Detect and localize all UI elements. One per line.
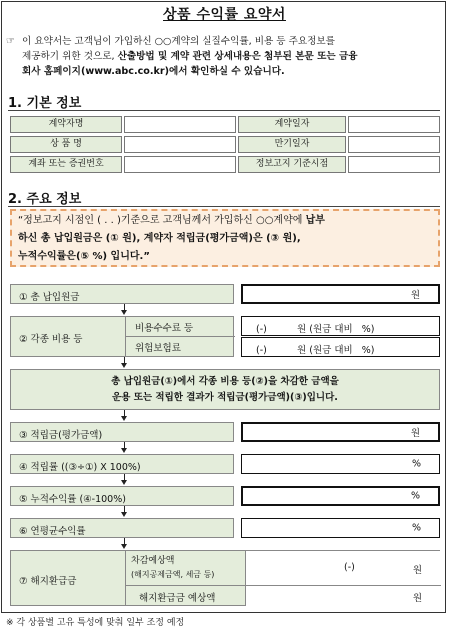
row7-sub2-value-box[interactable] xyxy=(246,586,440,606)
row7-sub1-value-box[interactable] xyxy=(246,551,440,585)
page-title: 상품 수익률 요약서 xyxy=(163,7,286,23)
section2-divider xyxy=(8,206,440,207)
intro-line-3: 회사 홈페이지(www.abc.co.kr)에서 확인하실 수 있습니다. xyxy=(22,66,285,77)
row2-label: ② 각종 비용 등 xyxy=(19,334,83,345)
row7-label: ⑦ 해지환급금 xyxy=(19,576,77,587)
row5-label-box xyxy=(10,486,234,506)
field-reference-date[interactable] xyxy=(348,156,440,173)
quote-line-2: 하신 총 납입원금은 (① 원), 계약자 적립금(평가금액)은 (③ 원), xyxy=(18,233,301,244)
row4-value-box[interactable] xyxy=(241,454,440,474)
intro-line-1: 이 요약서는 고객님이 가입하신 ○○계약의 실질수익률, 비용 등 주요정보를 xyxy=(22,36,335,47)
arrow-down-icon xyxy=(121,544,127,549)
section1-divider xyxy=(8,110,440,111)
row7-sub1-value: (-) xyxy=(344,562,355,573)
row6-label: ⑥ 연평균수익률 xyxy=(19,526,86,537)
note-line-2: 운용 또는 적립한 결과가 적립금(평가금액)(③)입니다. xyxy=(112,392,338,403)
row1-label-box xyxy=(10,284,234,304)
row2-sub2-value-box[interactable] xyxy=(241,337,440,357)
row7-divider xyxy=(125,550,126,606)
intro-text xyxy=(6,34,438,79)
row7-sub1-unit: 원 xyxy=(412,565,422,576)
row2-label-box xyxy=(10,316,234,357)
field-contract-date[interactable] xyxy=(348,116,440,133)
section2-heading: 2. 주요 정보 xyxy=(8,192,82,207)
row6-unit: % xyxy=(411,522,421,534)
label-product-name: 상 품 명 xyxy=(10,136,122,153)
arrow-down-icon xyxy=(121,310,127,315)
row2-sub1-label: 비용수수료 등 xyxy=(135,323,194,334)
field-product-name[interactable] xyxy=(124,136,236,153)
row4-label: ④ 적립률 ((③÷①) X 100%) xyxy=(19,462,141,473)
row5-label: ⑤ 누적수익률 (④-100%) xyxy=(19,494,126,505)
pointer-icon: ☞ xyxy=(6,36,15,47)
arrow-down-icon xyxy=(121,363,127,368)
row2-sub2-label: 위험보험료 xyxy=(135,343,181,354)
row5-unit: % xyxy=(410,490,420,502)
label-account-number: 계좌 또는 증권번호 xyxy=(10,156,122,173)
row4-unit: % xyxy=(411,458,421,470)
field-maturity-date[interactable] xyxy=(348,136,440,153)
arrow-down-icon xyxy=(121,416,127,421)
row1-unit: 원 xyxy=(410,290,420,301)
row4-label-box xyxy=(10,454,234,474)
basic-info-table xyxy=(10,116,440,174)
row2-sub2-value: (-) 원 (원금 대비 %) xyxy=(256,345,375,356)
footer-note: ※ 각 상품별 고유 특성에 맞춰 일부 조정 예정 xyxy=(6,618,185,628)
label-contract-date: 계약일자 xyxy=(238,116,346,133)
row7-sub2-unit: 원 xyxy=(412,593,422,604)
row2-sub1-value: (-) 원 (원금 대비 %) xyxy=(256,324,375,335)
intro-line-2: 제공하기 위한 것으로, 산출방법 및 계약 관련 상세내용은 첨부된 본문 또는 금융 xyxy=(22,51,358,62)
row7-box xyxy=(10,550,440,606)
field-contractor[interactable] xyxy=(124,116,236,133)
row3-label: ③ 적립금(평가금액) xyxy=(19,430,103,441)
row1-value-box[interactable] xyxy=(241,284,440,304)
label-contractor: 계약자명 xyxy=(10,116,122,133)
arrow-down-icon xyxy=(121,512,127,517)
note-line-1: 총 납입원금(①)에서 각종 비용 등(②)을 차감한 금액을 xyxy=(111,376,339,387)
label-reference-date: 정보고지 기준시점 xyxy=(238,156,346,173)
row2-sub-hline xyxy=(125,336,235,337)
section1-heading: 1. 기본 정보 xyxy=(8,96,82,111)
row1-label: ① 총 납입원금 xyxy=(19,292,80,303)
quote-line-3: 누적수익률은(⑤ %) 입니다.” xyxy=(18,251,150,262)
quote-line-1: “정보고지 시점인 ( . . )기준으로 고객님께서 가입하신 ○○계약에 납부 xyxy=(18,215,325,226)
calculation-note-box xyxy=(10,369,440,410)
row6-value-box[interactable] xyxy=(241,518,440,538)
row3-value-box[interactable] xyxy=(241,422,440,442)
row3-label-box xyxy=(10,422,234,442)
label-maturity-date: 만기일자 xyxy=(238,136,346,153)
row6-label-box xyxy=(10,518,234,538)
row3-unit: 원 xyxy=(410,428,420,439)
arrow-down-icon xyxy=(121,480,127,485)
row7-sub1-label: 차감예상액 (해지공제금액, 세금 등) xyxy=(131,556,215,579)
summary-quote-box xyxy=(10,209,440,267)
row7-sub2-label: 해지환급금 예상액 xyxy=(139,593,216,604)
row2-sub1-value-box[interactable] xyxy=(241,316,440,336)
field-account-number[interactable] xyxy=(124,156,236,173)
arrow-down-icon xyxy=(121,448,127,453)
row5-value-box[interactable] xyxy=(241,486,440,506)
